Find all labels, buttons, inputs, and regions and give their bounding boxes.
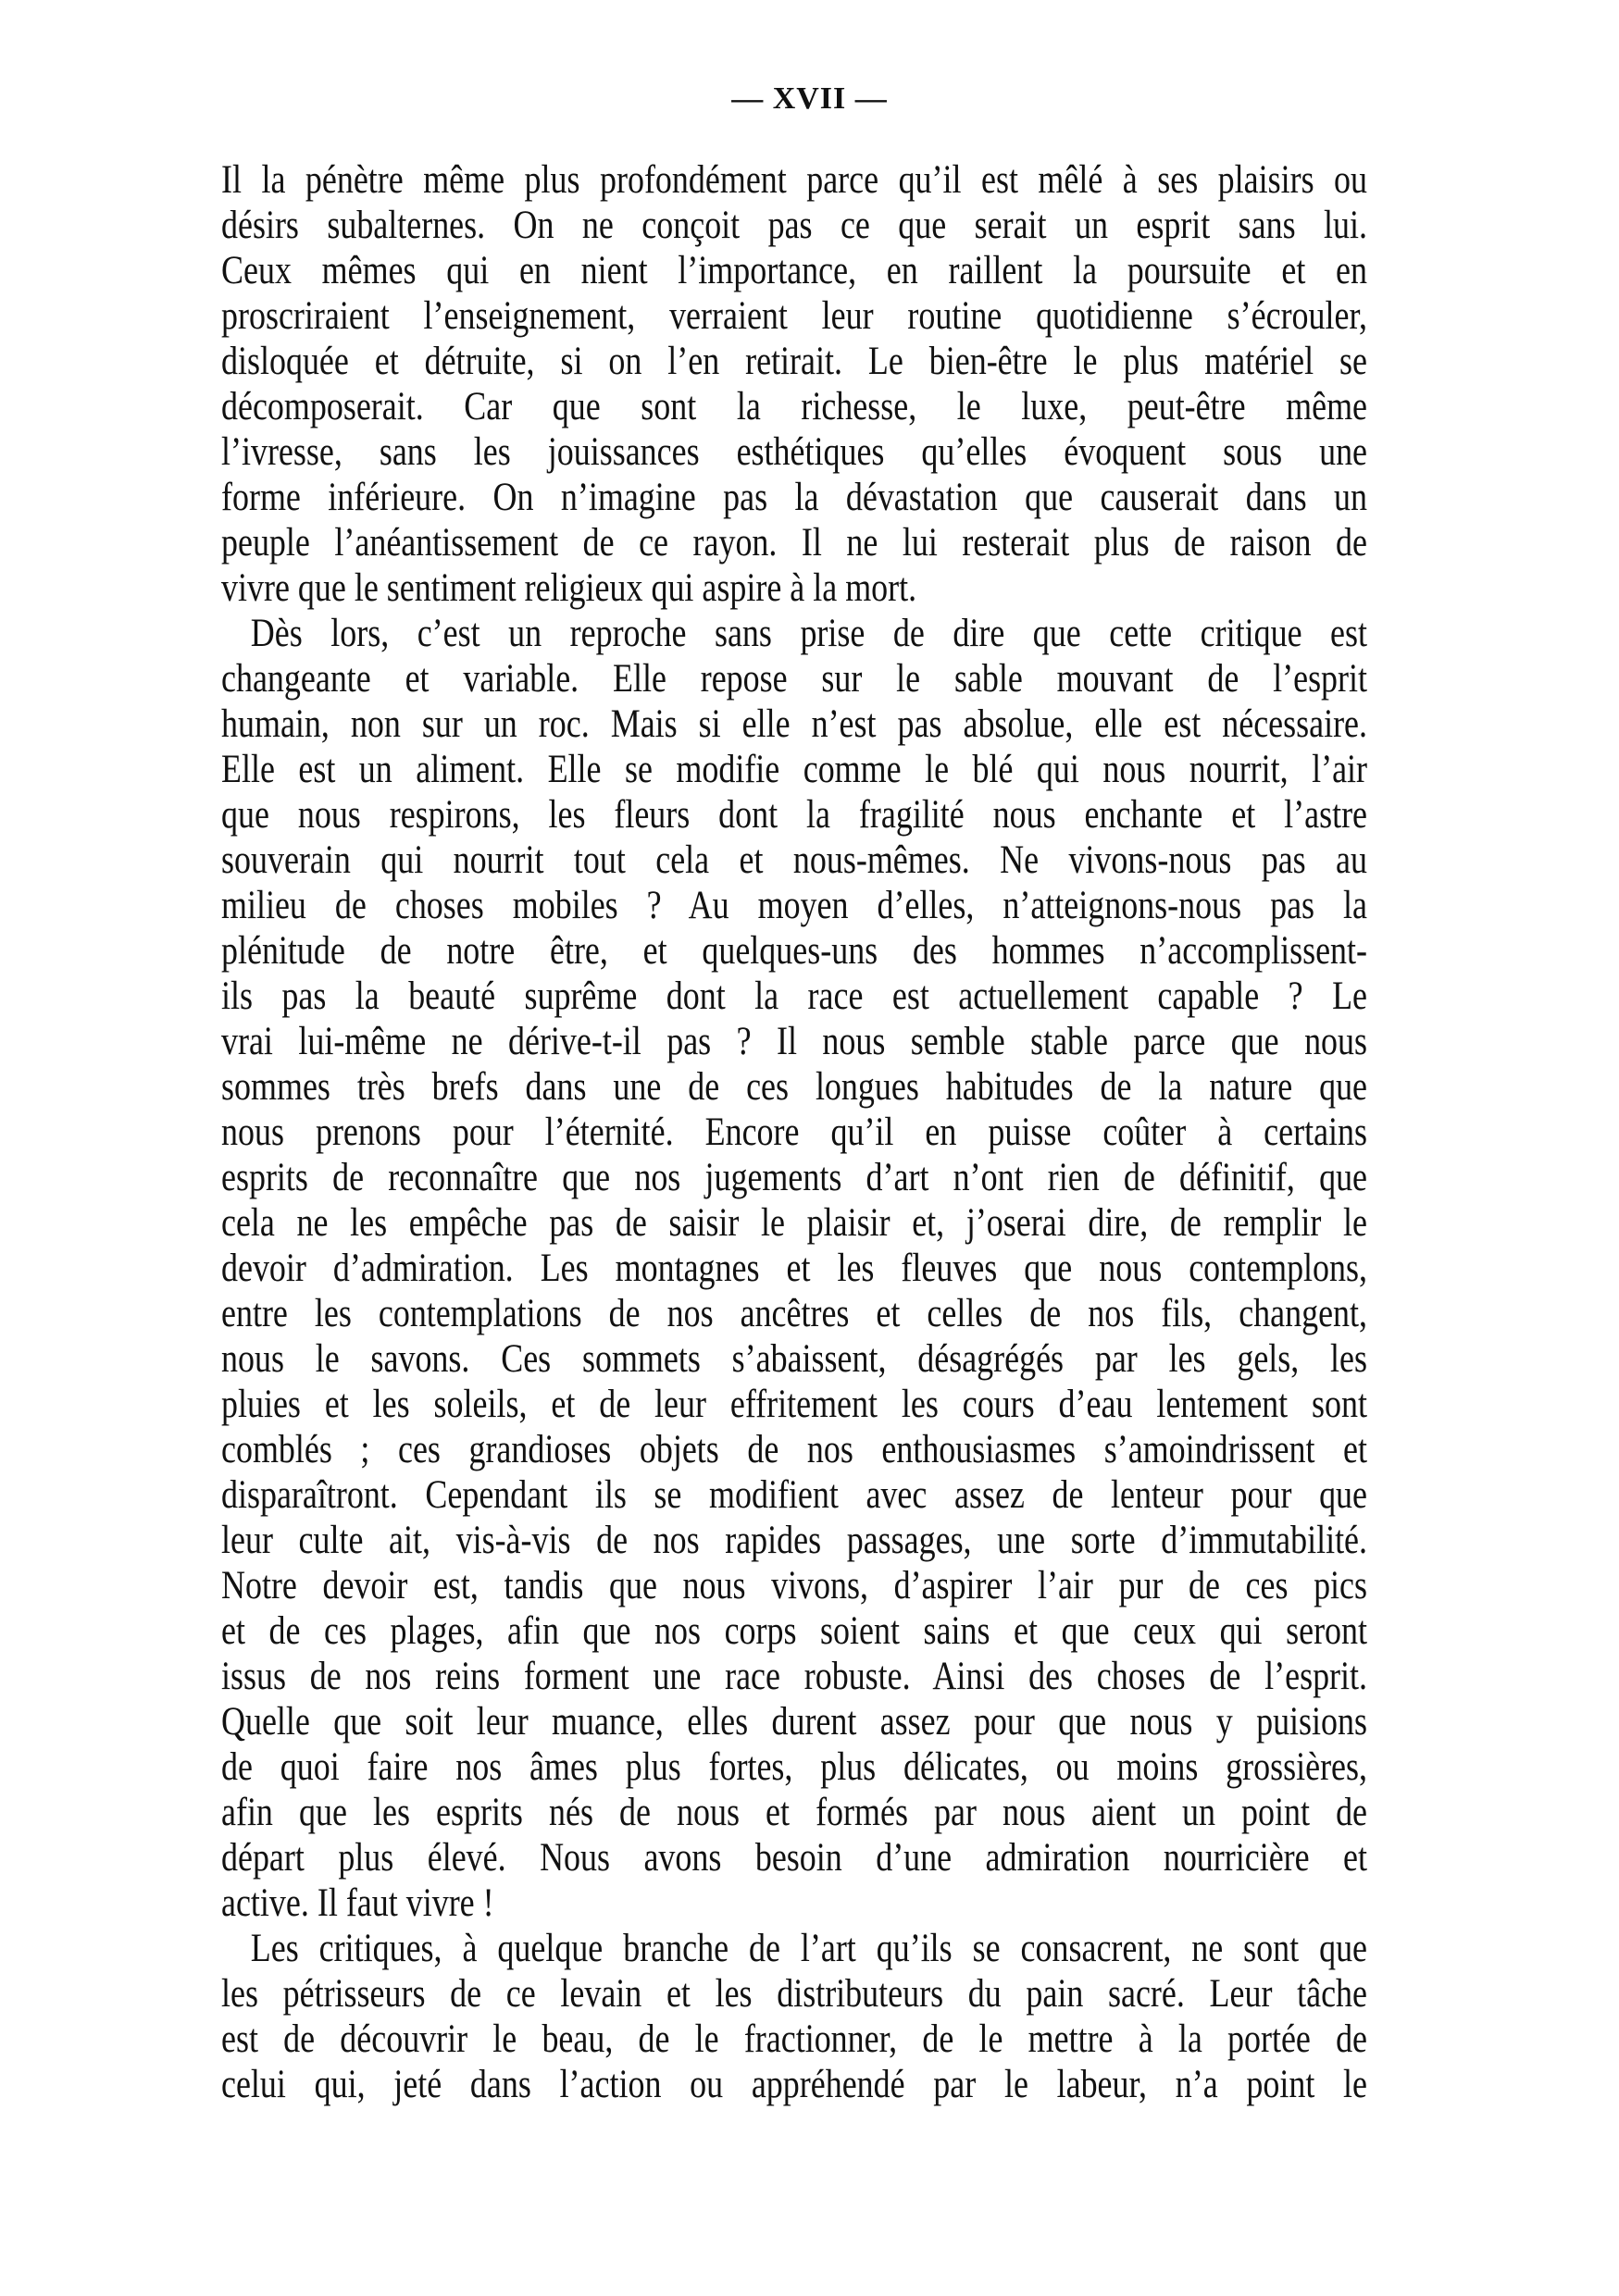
paragraph: [221, 157, 1367, 611]
text-line: peuple l’anéantissement de ce rayon. Il ne lui resterait plus de raison de: [221, 521, 1368, 565]
text-line: Dès lors, c’est un reproche sans prise de dire que cette critique est: [250, 612, 1368, 655]
text-line: souverain qui nourrit tout cela et nous-mêmes. Ne vivons-nous pas au: [221, 838, 1368, 882]
text-line: pluies et les soleils, et de leur effritement les cours d’eau lentement sont: [221, 1383, 1368, 1426]
text-line: disparaîtront. Cependant ils se modifient avec assez de lenteur pour que: [221, 1473, 1368, 1517]
text-line: les pétrisseurs de ce levain et les distributeurs du pain sacré. Leur tâche: [221, 1972, 1368, 2016]
text-line: de quoi faire nos âmes plus fortes, plus délicates, ou moins grossières,: [221, 1745, 1368, 1789]
text-line: nous le savons. Ces sommets s’abaissent, désagrégés par les gels, les: [221, 1337, 1368, 1381]
text-line: et de ces plages, afin que nos corps soient sains et que ceux qui seront: [221, 1609, 1368, 1653]
text-line: Elle est un aliment. Elle se modifie comme le blé qui nous nourrit, l’air: [221, 748, 1368, 791]
text-line: comblés ; ces grandioses objets de nos enthousiasmes s’amoindrissent et: [221, 1428, 1368, 1471]
text-line: l’ivresse, sans les jouissances esthétiques qu’elles évoquent sous une: [221, 430, 1368, 474]
text-line: ils pas la beauté suprême dont la race est actuellement capable ? Le: [221, 974, 1368, 1018]
text-line: Il la pénètre même plus profondément parce qu’il est mêlé à ses plaisirs ou: [221, 158, 1368, 202]
body-text: [221, 157, 1367, 2107]
paragraph: [221, 611, 1367, 1926]
text-line: devoir d’admiration. Les montagnes et les fleuves que nous contemplons,: [221, 1247, 1368, 1290]
text-line: afin que les esprits nés de nous et formés par nous aient un point de: [221, 1791, 1368, 1834]
text-line: humain, non sur un roc. Mais si elle n’est pas absolue, elle est nécessaire.: [221, 702, 1368, 746]
page-number-header: — XVII —: [731, 81, 888, 116]
text-line: changeante et variable. Elle repose sur le sable mouvant de l’esprit: [221, 657, 1368, 701]
text-line: vivre que le sentiment religieux qui aspire à la mort.: [221, 566, 917, 610]
text-line: Quelle que soit leur muance, elles durent assez pour que nous y puisions: [221, 1700, 1368, 1744]
text-line: proscriraient l’enseignement, verraient leur routine quotidienne s’écrouler,: [221, 294, 1368, 338]
text-line: esprits de reconnaître que nos jugements d’art n’ont rien de définitif, que: [221, 1156, 1368, 1199]
text-line: Ceux mêmes qui en nient l’importance, en raillent la poursuite et en: [221, 249, 1368, 292]
text-line: vrai lui-même ne dérive-t-il pas ? Il nous semble stable parce que nous: [221, 1020, 1368, 1063]
text-line: milieu de choses mobiles ? Au moyen d’elles, n’atteignons-nous pas la: [221, 884, 1368, 927]
text-line: que nous respirons, les fleurs dont la fragilité nous enchante et l’astre: [221, 793, 1368, 837]
text-line: Les critiques, à quelque branche de l’art qu’ils se consacrent, ne sont que: [250, 1927, 1368, 1970]
text-line: décomposerait. Car que sont la richesse, le luxe, peut-être même: [221, 385, 1368, 428]
text-line: Notre devoir est, tandis que nous vivons, d’aspirer l’air pur de ces pics: [221, 1564, 1368, 1607]
text-line: forme inférieure. On n’imagine pas la dévastation que causerait dans un: [221, 476, 1368, 519]
text-line: celui qui, jeté dans l’action ou appréhendé par le labeur, n’a point le: [221, 2063, 1368, 2106]
text-line: nous prenons pour l’éternité. Encore qu’il en puisse coûter à certains: [221, 1111, 1368, 1154]
paragraph: [221, 1926, 1367, 2107]
text-line: active. Il faut vivre !: [221, 1881, 494, 1925]
text-line: plénitude de notre être, et quelques-uns des hommes n’accomplissent-: [221, 929, 1368, 973]
text-line: cela ne les empêche pas de saisir le plaisir et, j’oserai dire, de remplir le: [221, 1201, 1368, 1245]
text-line: sommes très brefs dans une de ces longues habitudes de la nature que: [221, 1065, 1368, 1109]
text-line: est de découvrir le beau, de le fractionner, de le mettre à la portée de: [221, 2017, 1368, 2061]
text-line: disloquée et détruite, si on l’en retirait. Le bien-être le plus matériel se: [221, 340, 1368, 383]
text-line: entre les contemplations de nos ancêtres et celles de nos fils, changent,: [221, 1292, 1368, 1335]
text-line: leur culte ait, vis-à-vis de nos rapides passages, une sorte d’immutabilité.: [221, 1519, 1368, 1562]
text-line: issus de nos reins forment une race robuste. Ainsi des choses de l’esprit.: [221, 1655, 1368, 1698]
text-line: départ plus élevé. Nous avons besoin d’une admiration nourricière et: [221, 1836, 1368, 1880]
text-line: désirs subalternes. On ne conçoit pas ce que serait un esprit sans lui.: [221, 204, 1368, 247]
